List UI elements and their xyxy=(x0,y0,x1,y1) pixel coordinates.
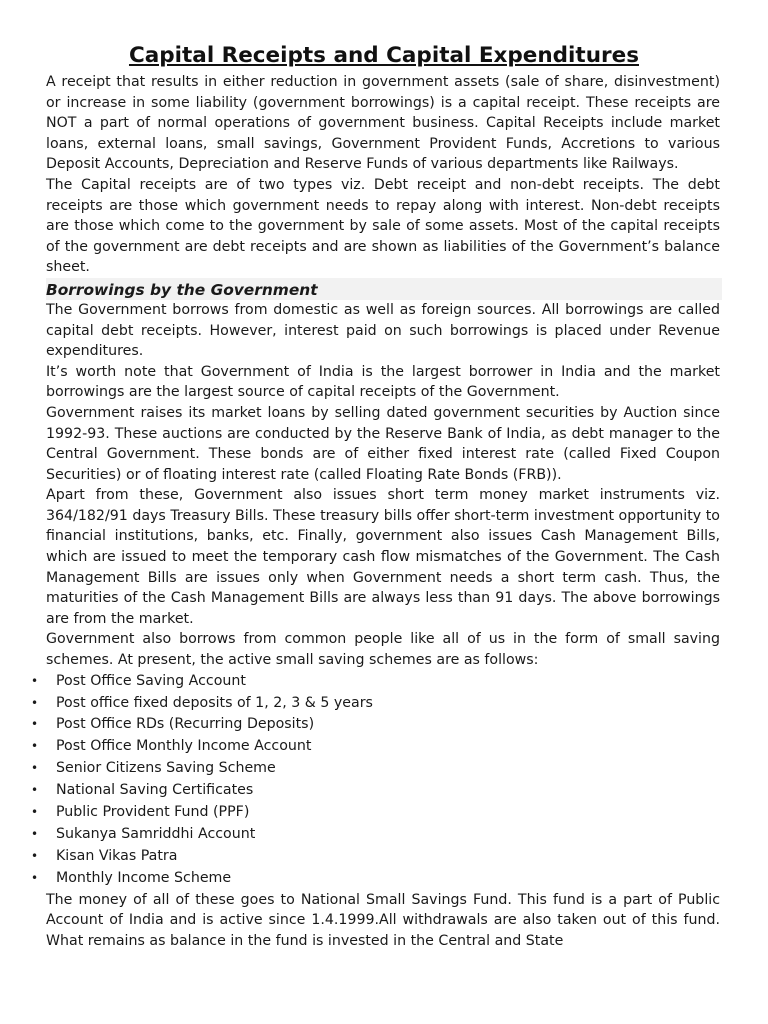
borrowings-paragraph-2: It’s worth note that Government of India is the largest borrower in India and the market borrowings are the largest source of capital receipts of the Government. xyxy=(46,363,720,401)
bullet-icon: • xyxy=(31,783,39,798)
bullet-icon: • xyxy=(31,695,39,710)
list-item xyxy=(0,780,720,802)
list-item xyxy=(0,846,720,868)
intro-paragraph-2: The Capital receipts are of two types viz. Debt receipt and non-debt receipts. The debt receipts are those which government needs to repay along with interest. Non-debt receipts are those which come to the government by sale of some assets. Most of the capital receipts of the government are debt receipts and are shown as liabilities of the Government’s balance sheet. xyxy=(46,176,720,276)
list-item-text: Sukanya Samriddhi Account xyxy=(56,825,256,842)
list-item-text: Post Office Monthly Income Account xyxy=(56,738,312,755)
bullet-icon: • xyxy=(31,826,39,841)
list-item xyxy=(0,736,720,758)
small-saving-schemes-list xyxy=(0,671,720,890)
borrowings-paragraph-5: Government also borrows from common people like all of us in the form of small saving schemes. At present, the active small saving schemes are as follows: xyxy=(46,631,720,669)
list-item-text: Post Office Saving Account xyxy=(56,672,246,689)
bullet-icon: • xyxy=(31,739,39,754)
list-item xyxy=(0,868,720,890)
list-item-text: Kisan Vikas Patra xyxy=(56,847,178,864)
list-item xyxy=(0,802,720,824)
bullet-icon: • xyxy=(31,673,39,688)
list-item-text: Public Provident Fund (PPF) xyxy=(56,804,250,821)
section-heading-borrowings: Borrowings by the Government xyxy=(46,278,722,300)
bullet-icon: • xyxy=(31,848,39,863)
list-item-text: Monthly Income Scheme xyxy=(56,869,232,886)
document-body xyxy=(31,72,720,951)
list-item-text: Post Office RDs (Recurring Deposits) xyxy=(56,716,315,733)
list-item xyxy=(0,824,720,846)
intro-paragraph-1: A receipt that results in either reduction in government assets (sale of share, disinvestment) or increase in some liability (government borrowings) is a capital receipt. These receipts are NOT a part of normal operations of government business. Capital Receipts include market loans, external loans, small savings, Government Provident Funds, Accretions to various Deposit Accounts, Depreciation and Reserve Funds of various departments like Railways. xyxy=(46,74,720,173)
borrowings-paragraph-4: Apart from these, Government also issues short term money market instruments viz. 364/182/91 days Treasury Bills. These treasury bills offer short-term investment opportunity to financial institutions, banks, etc. Finally, government also issues Cash Management Bills, which are issued to meet the temporary cash flow mismatches of the Government. The Cash Management Bills are issues only when Government needs a short term cash. Thus, the maturities of the Cash Management Bills are always less than 91 days. The above borrowings are from the market. xyxy=(46,487,720,627)
list-item xyxy=(0,693,720,715)
list-item-text: Post office fixed deposits of 1, 2, 3 & 5 years xyxy=(56,694,373,711)
borrowings-paragraph-3: Government raises its market loans by selling dated government securities by Auction since 1992-93. These auctions are conducted by the Reserve Bank of India, as debt manager to the Central Government. These bonds are of either fixed interest rate (called Fixed Coupon Securities) or of floating interest rate (called Floating Rate Bonds (FRB)). xyxy=(46,404,720,483)
list-item-text: National Saving Certificates xyxy=(56,782,254,799)
list-item xyxy=(0,758,720,780)
document-title: Capital Receipts and Capital Expenditures xyxy=(128,43,639,68)
bullet-icon: • xyxy=(31,717,39,732)
list-item-text: Senior Citizens Saving Scheme xyxy=(56,760,276,777)
closing-paragraph: The money of all of these goes to National Small Savings Fund. This fund is a part of Public Account of India and is active since 1.4.1999.All withdrawals are also taken out of this fund. What remains as balance in the fund is invested in the Central and State xyxy=(46,891,720,949)
borrowings-paragraph-1: The Government borrows from domestic as well as foreign sources. All borrowings are called capital debt receipts. However, interest paid on such borrowings is placed under Revenue expenditures. xyxy=(46,301,720,360)
bullet-icon: • xyxy=(31,805,39,820)
list-item xyxy=(0,714,720,736)
bullet-icon: • xyxy=(31,761,39,776)
bullet-icon: • xyxy=(31,870,39,885)
list-item xyxy=(0,671,720,693)
